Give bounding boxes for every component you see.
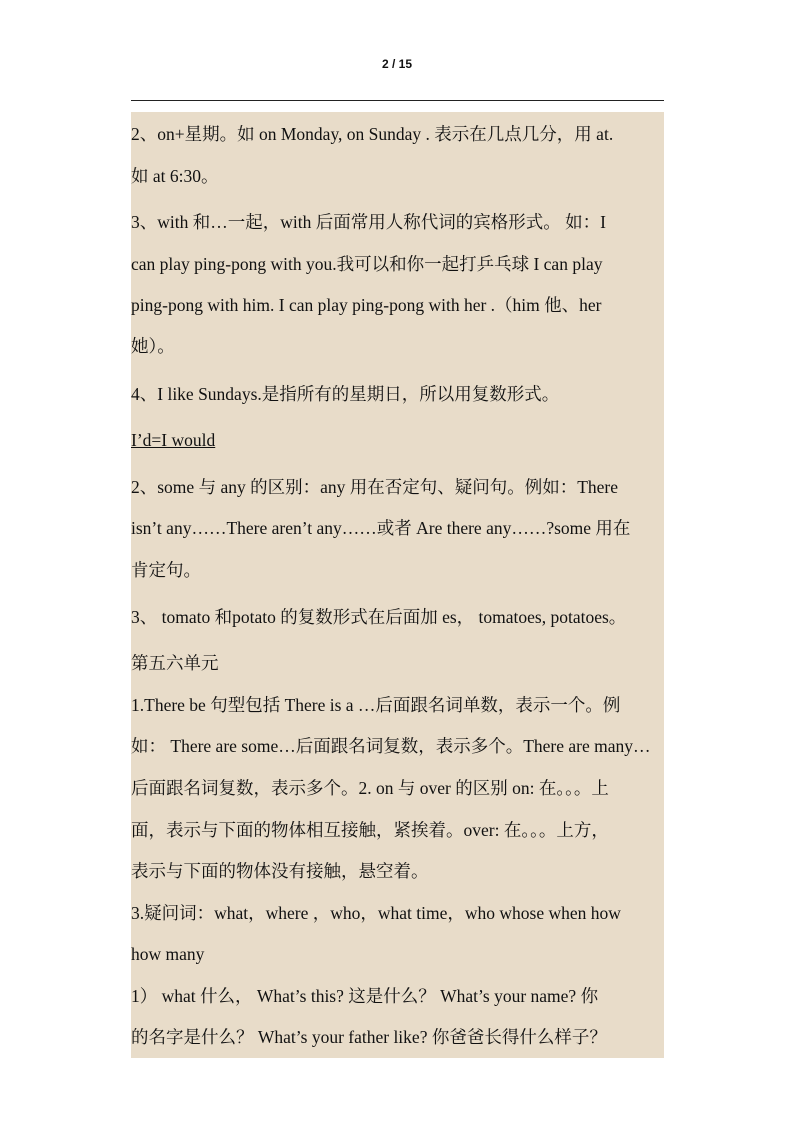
text-line: can play ping-pong with you.我可以和你一起打乒乓球 I can play [131, 254, 603, 274]
document-body [131, 112, 664, 1058]
header-divider [131, 100, 664, 101]
text-line: 的名字是什么？ What’s your father like? 你爸爸长得什么样子？ [131, 1027, 607, 1047]
text-line-underlined: I’d=I would [131, 430, 216, 450]
text-line: 3.疑问词：what，where ，who，what time，who whose when how [131, 903, 621, 923]
text-line: 4、I like Sundays.是指所有的星期日，所以用复数形式。 [131, 384, 560, 404]
section-heading: 第五六单元 [131, 653, 219, 673]
text-line: isn’t any……There aren’t any……或者 Are there any……?some 用在 [131, 518, 631, 538]
page-number: 2 / 15 [381, 57, 413, 71]
text-line: 如 at 6:30。 [131, 166, 219, 186]
text-line: 3、with 和…一起，with 后面常用人称代词的宾格形式。 如：I [131, 212, 606, 232]
text-line: 1） what 什么， What’s this? 这是什么？ What’s your name? 你 [131, 986, 599, 1006]
text-line: 面，表示与下面的物体相互接触，紧挨着。over: 在。。。上方， [131, 820, 609, 840]
text-line: 她）。 [131, 336, 175, 356]
text-line: how many [131, 944, 205, 964]
text-line: 1.There be 句型包括 There is a …后面跟名词单数，表示一个。例 [131, 695, 621, 715]
text-line: 表示与下面的物体没有接触，悬空着。 [131, 861, 429, 881]
text-line: 如： There are some…后面跟名词复数，表示多个。There are many… [131, 736, 651, 756]
text-line: ping-pong with him. I can play ping-pong with her .（him 他、her [131, 295, 602, 315]
text-line: 后面跟名词复数，表示多个。2. on 与 over 的区别 on: 在。。。上 [131, 778, 609, 798]
text-line: 2、some 与 any 的区别：any 用在否定句、疑问句。例如：There [131, 477, 619, 497]
text-line: 3、 tomato 和potato 的复数形式在后面加 es， tomatoes, potatoes。 [131, 607, 627, 627]
text-line: 2、on+星期。如 on Monday, on Sunday . 表示在几点几分，用 at. [131, 124, 614, 144]
text-line: 肯定句。 [131, 560, 201, 580]
